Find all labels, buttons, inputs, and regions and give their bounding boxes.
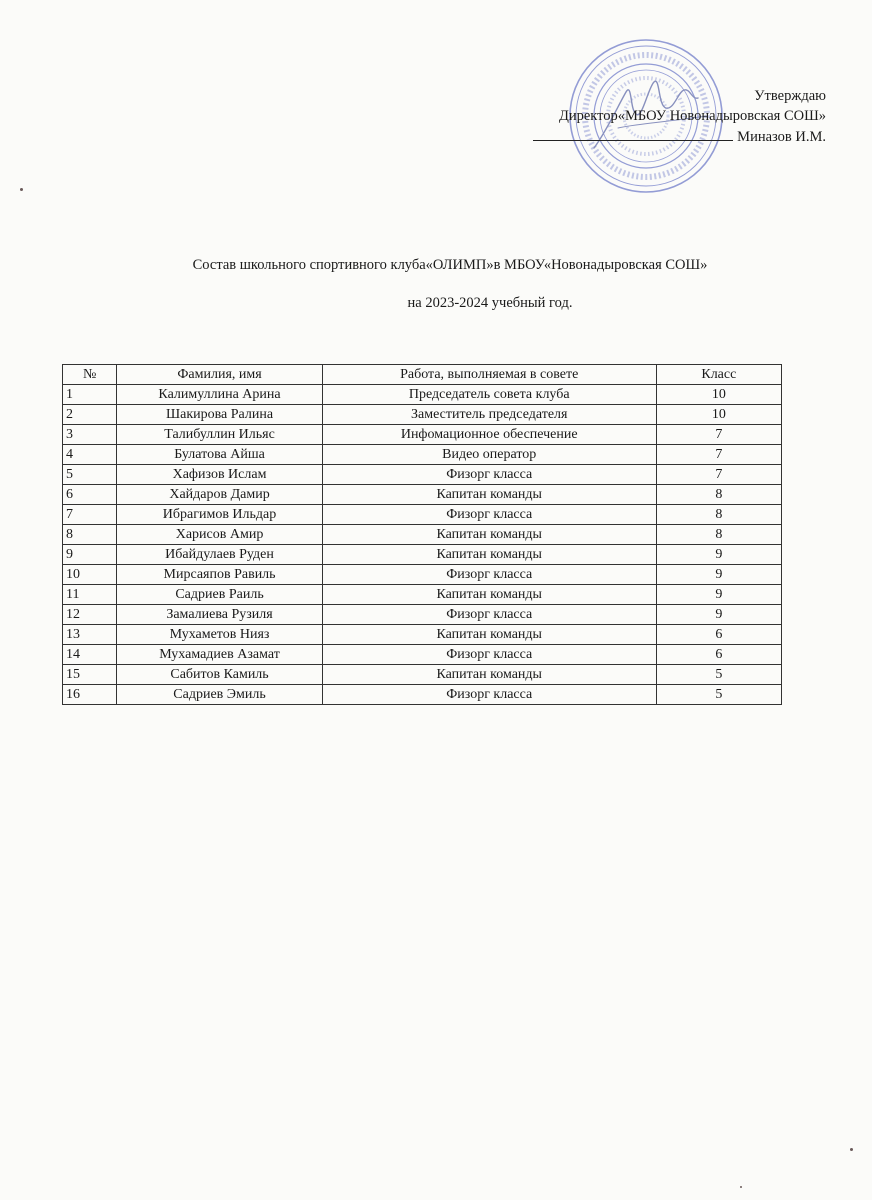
cell-role: Председатель совета клуба <box>322 385 656 405</box>
approval-heading: Утверждаю <box>754 88 826 104</box>
header-grade: Класс <box>656 365 781 385</box>
cell-grade: 8 <box>656 505 781 525</box>
cell-name: Ибайдулаев Руден <box>117 545 322 565</box>
cell-number: 9 <box>63 545 117 565</box>
cell-role: Физорг класса <box>322 605 656 625</box>
cell-grade: 9 <box>656 585 781 605</box>
table-row <box>63 645 782 665</box>
cell-grade: 10 <box>656 405 781 425</box>
cell-grade: 6 <box>656 625 781 645</box>
cell-grade: 5 <box>656 665 781 685</box>
approval-block <box>533 86 826 147</box>
table-row <box>63 545 782 565</box>
cell-grade: 6 <box>656 645 781 665</box>
cell-grade: 9 <box>656 605 781 625</box>
cell-role: Капитан команды <box>322 485 656 505</box>
cell-grade: 9 <box>656 565 781 585</box>
cell-role: Капитан команды <box>322 625 656 645</box>
cell-number: 14 <box>63 645 117 665</box>
document-title: Состав школьного спортивного клуба«ОЛИМП»в МБОУ«Новонадыровская СОШ» <box>192 257 708 273</box>
cell-grade: 9 <box>656 545 781 565</box>
cell-grade: 7 <box>656 425 781 445</box>
cell-role: Физорг класса <box>322 645 656 665</box>
cell-role: Видео оператор <box>322 445 656 465</box>
table-row <box>63 585 782 605</box>
cell-name: Булатова Айша <box>117 445 322 465</box>
table-row <box>63 565 782 585</box>
table-row <box>63 525 782 545</box>
cell-role: Физорг класса <box>322 505 656 525</box>
cell-number: 4 <box>63 445 117 465</box>
cell-number: 3 <box>63 425 117 445</box>
header-name: Фамилия, имя <box>117 365 322 385</box>
table-row <box>63 665 782 685</box>
document-subtitle: на 2023-2024 учебный год. <box>407 295 573 311</box>
cell-role: Физорг класса <box>322 685 656 705</box>
cell-role: Инфомационное обеспечение <box>322 425 656 445</box>
table-row <box>63 625 782 645</box>
table-row <box>63 405 782 425</box>
cell-number: 7 <box>63 505 117 525</box>
header-role: Работа, выполняемая в совете <box>322 365 656 385</box>
cell-name: Талибуллин Ильяс <box>117 425 322 445</box>
table-row <box>63 425 782 445</box>
cell-name: Ибрагимов Ильдар <box>117 505 322 525</box>
cell-name: Калимуллина Арина <box>117 385 322 405</box>
cell-name: Садриев Раиль <box>117 585 322 605</box>
cell-number: 8 <box>63 525 117 545</box>
table-row <box>63 605 782 625</box>
cell-grade: 7 <box>656 445 781 465</box>
cell-role: Заместитель председателя <box>322 405 656 425</box>
cell-name: Хайдаров Дамир <box>117 485 322 505</box>
approval-position: Директор«МБОУ Новонадыровская СОШ» <box>558 108 826 124</box>
cell-name: Мирсаяпов Равиль <box>117 565 322 585</box>
cell-grade: 8 <box>656 525 781 545</box>
cell-role: Физорг класса <box>322 465 656 485</box>
cell-name: Сабитов Камиль <box>117 665 322 685</box>
cell-name: Хафизов Ислам <box>117 465 322 485</box>
cell-name: Харисов Амир <box>117 525 322 545</box>
approval-signature-line <box>533 126 826 147</box>
cell-grade: 10 <box>656 385 781 405</box>
table-row <box>63 465 782 485</box>
table-row <box>63 485 782 505</box>
cell-name: Шакирова Ралина <box>117 405 322 425</box>
cell-number: 10 <box>63 565 117 585</box>
table-row <box>63 385 782 405</box>
cell-role: Капитан команды <box>322 545 656 565</box>
club-roster-table <box>62 364 782 705</box>
table-row <box>63 685 782 705</box>
cell-number: 6 <box>63 485 117 505</box>
cell-role: Физорг класса <box>322 565 656 585</box>
cell-role: Капитан команды <box>322 525 656 545</box>
cell-name: Мухамадиев Азамат <box>117 645 322 665</box>
cell-number: 13 <box>63 625 117 645</box>
table-header-row <box>63 365 782 385</box>
header-number: № <box>63 365 117 385</box>
table-row <box>63 445 782 465</box>
table-body <box>63 385 782 705</box>
cell-number: 11 <box>63 585 117 605</box>
cell-name: Замалиева Рузиля <box>117 605 322 625</box>
cell-role: Капитан команды <box>322 665 656 685</box>
scan-speck <box>850 1148 853 1151</box>
cell-grade: 7 <box>656 465 781 485</box>
table-row <box>63 505 782 525</box>
cell-number: 15 <box>63 665 117 685</box>
cell-number: 5 <box>63 465 117 485</box>
cell-name: Мухаметов Нияз <box>117 625 322 645</box>
cell-number: 12 <box>63 605 117 625</box>
cell-number: 1 <box>63 385 117 405</box>
scan-speck <box>740 1186 742 1188</box>
cell-grade: 8 <box>656 485 781 505</box>
signature-blank <box>533 126 733 141</box>
cell-grade: 5 <box>656 685 781 705</box>
director-name: Миназов И.М. <box>737 129 826 145</box>
cell-role: Капитан команды <box>322 585 656 605</box>
cell-number: 2 <box>63 405 117 425</box>
cell-number: 16 <box>63 685 117 705</box>
cell-name: Садриев Эмиль <box>117 685 322 705</box>
scan-speck <box>20 188 23 191</box>
